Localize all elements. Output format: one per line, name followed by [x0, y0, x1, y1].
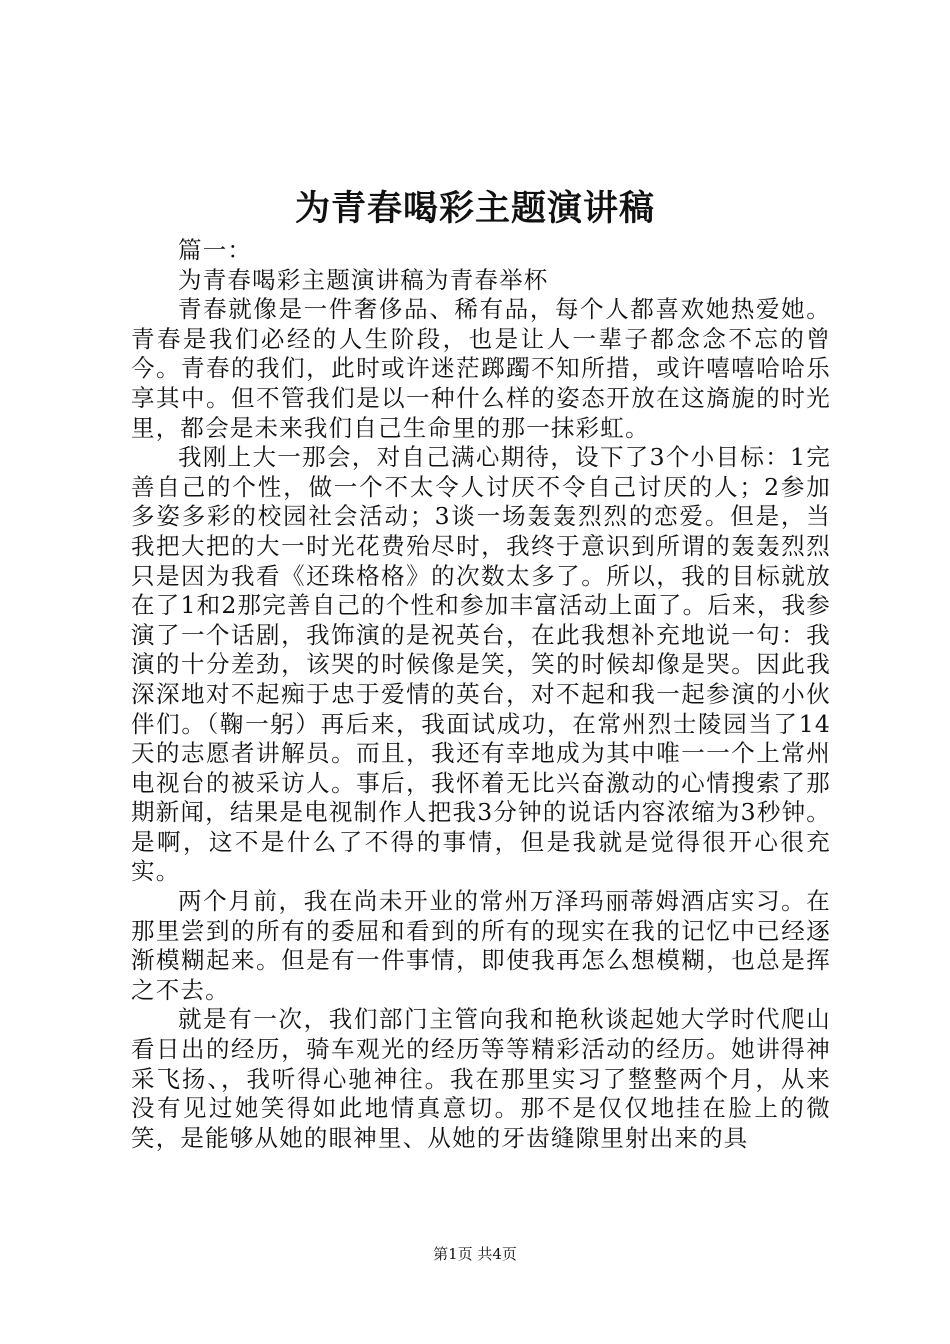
document-body: [131, 236, 831, 1153]
paragraph-youth-intro: 青春就像是一件奢侈品、稀有品，每个人都喜欢她热爱她。青春是我们必经的人生阶段，也是让人一辈子都念念不忘的曾今。青春的我们，此时或许迷茫踯躅不知所措，或许嘻嘻哈哈乐享其中。但不管我们是以一种什么样的姿态开放在这旖旎的时光里，都会是未来我们自己生命里的那一抹彩虹。: [131, 295, 831, 442]
paragraph-section-label: 篇一：: [178, 236, 253, 264]
paragraph-supervisor-story: 就是有一次，我们部门主管向我和艳秋谈起她大学时代爬山看日出的经历，骑车观光的经历等等精彩活动的经历。她讲得神采飞扬、，我听得心驰神往。我在那里实习了整整两个月，从来没有见过她笑得如此地情真意切。那不是仅仅地挂在脸上的微笑，是能够从她的眼神里、从她的牙齿缝隙里射出来的具: [131, 1005, 831, 1152]
paragraph-freshman-goals: 我刚上大一那会，对自己满心期待，设下了3个小目标：1完善自己的个性，做一个不太令人讨厌不令自己讨厌的人；2参加多姿多彩的校园社会活动；3谈一场轰轰烈烈的恋爱。但是，当我把大把的大一时光花费殆尽时，我终于意识到所谓的轰轰烈烈只是因为我看《还珠格格》的次数太多了。所以，我的目标就放在了1和2那完善自己的个性和参加丰富活动上面了。后来，我参演了一个话剧，我饰演的是祝英台，在此我想补充地说一句：我演的十分差劲，该哭的时候像是笑，笑的时候却像是哭。因此我深深地对不起痴于忠于爱情的英台，对不起和我一起参演的小伙伴们。（鞠一躬）再后来，我面试成功，在常州烈士陵园当了14天的志愿者讲解员。而且，我还有幸地成为其中唯一一个上常州电视台的被采访人。事后，我怀着无比兴奋激动的心情搜索了那期新闻，结果是电视制作人把我3分钟的说话内容浓缩为3秒钟。是啊，这不是什么了不得的事情，但是我就是觉得很开心很充实。: [131, 443, 831, 886]
paragraph-subtitle: 为青春喝彩主题演讲稿为青春举杯: [178, 265, 549, 294]
document-title: 为青春喝彩主题演讲稿: [294, 188, 655, 229]
page-footer: 第1页 共4页: [433, 1245, 517, 1263]
paragraph-internship: 两个月前，我在尚未开业的常州万泽玛丽蒂姆酒店实习。在那里尝到的所有的委屈和看到的所有的现实在我的记忆中已经逐渐模糊起来。但是有一件事情，即使我再怎么想模糊，也总是挥之不去。: [131, 887, 831, 1004]
